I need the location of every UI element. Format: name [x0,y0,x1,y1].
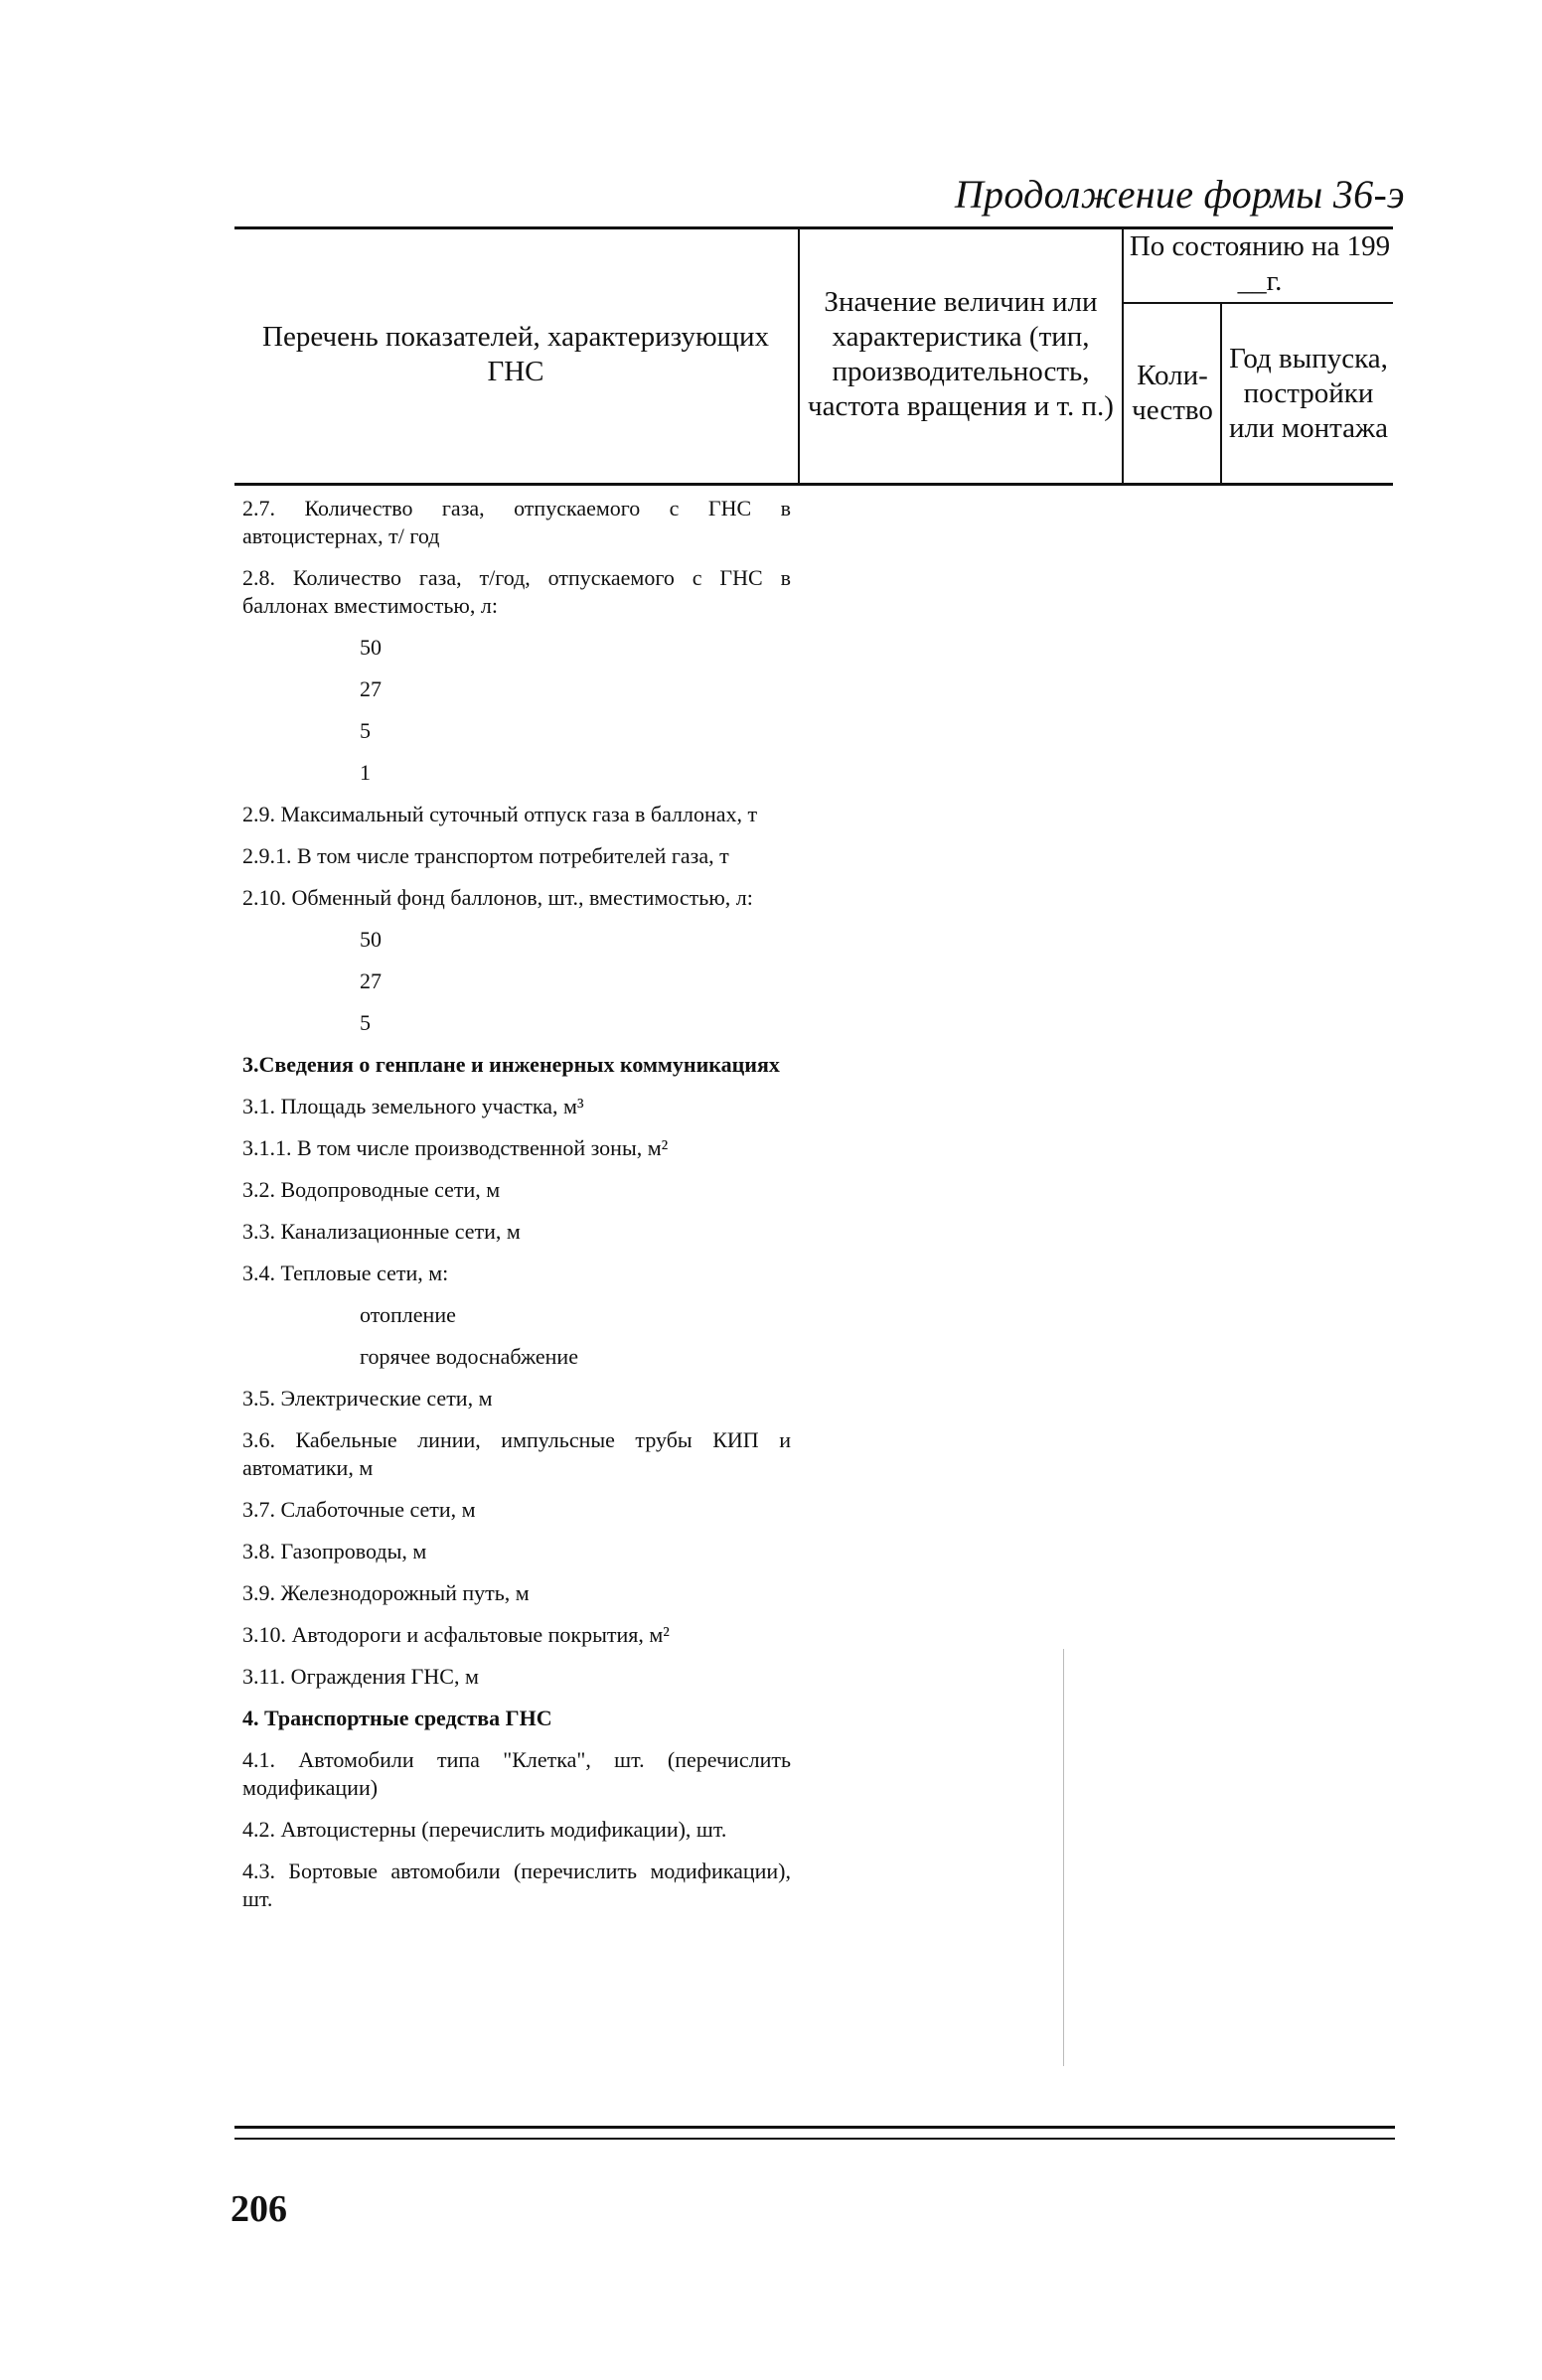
header-divider-1 [798,226,800,485]
table-bottom-line-secondary [234,2138,1395,2140]
table-header [234,226,1393,487]
header-quantity: Коли-чество [1132,360,1213,426]
list-item: 27 [360,968,382,993]
list-item: 3.7. Слаботочные сети, м [242,1497,476,1522]
list-item: 2.8. Количество газа, т/год, отпускаемого с ГНС в баллонах вместимостью, л: [242,565,791,618]
list-item: 4.1. Автомобили типа "Клетка", шт. (перечислить модификации) [242,1747,791,1800]
list-item: 3.9. Железнодорожный путь, м [242,1580,530,1605]
list-item: 3.5. Электрические сети, м [242,1386,493,1411]
list-item: 1 [360,760,371,785]
list-item: 50 [360,927,382,952]
header-year: Год выпуска, постройки или монтажа [1229,342,1388,444]
faint-column-line [1063,1649,1064,2066]
table-bottom-line [234,2126,1395,2129]
list-item: 5 [360,718,371,743]
header-indicators: Перечень показателей, характеризующих ГНС [262,321,769,387]
indicator-list [242,495,791,1927]
section-heading: 3.Сведения о генплане и инженерных коммуникациях [242,1052,780,1077]
list-item: отопление [360,1302,456,1327]
header-values: Значение величин или характеристика (тип, производительность, частота вращения и т. п.) [808,286,1114,422]
list-item: 50 [360,635,382,660]
list-item: 3.6. Кабельные линии, импульсные трубы КИП и автоматики, м [242,1427,791,1480]
form-continuation-title: Продолжение формы 36-э [954,172,1405,217]
list-item: 3.10. Автодороги и асфальтовые покрытия, м² [242,1622,670,1647]
list-item: 2.9. Максимальный суточный отпуск газа в баллонах, т [242,802,758,826]
list-item: 2.10. Обменный фонд баллонов, шт., вместимостью, л: [242,885,753,910]
header-divider-2 [1122,226,1124,485]
list-item: 4.2. Автоцистерны (перечислить модификации), шт. [242,1817,727,1842]
list-item: 4.3. Бортовые автомобили (перечислить модификации), шт. [242,1859,791,1911]
list-item: 3.3. Канализационные сети, м [242,1219,521,1244]
section-heading: 4. Транспортные средства ГНС [242,1706,552,1730]
list-item: 3.1.1. В том числе производственной зоны, м² [242,1135,669,1160]
list-item: 27 [360,676,382,701]
header-divider-3 [1220,303,1222,485]
list-item: 3.2. Водопроводные сети, м [242,1177,501,1202]
list-item: горячее водоснабжение [360,1344,578,1369]
list-item: 2.7. Количество газа, отпускаемого с ГНС в автоцистернах, т/ год [242,496,791,548]
list-item: 3.11. Ограждения ГНС, м [242,1664,479,1689]
list-item: 3.4. Тепловые сети, м: [242,1261,449,1285]
list-item: 3.1. Площадь земельного участка, м³ [242,1094,584,1118]
list-item: 5 [360,1010,371,1035]
list-item: 2.9.1. В том числе транспортом потребителей газа, т [242,843,729,868]
header-as-of-date: По состоянию на 199 __г. [1129,230,1391,297]
list-item: 3.8. Газопроводы, м [242,1539,427,1563]
page-number: 206 [231,2188,287,2230]
